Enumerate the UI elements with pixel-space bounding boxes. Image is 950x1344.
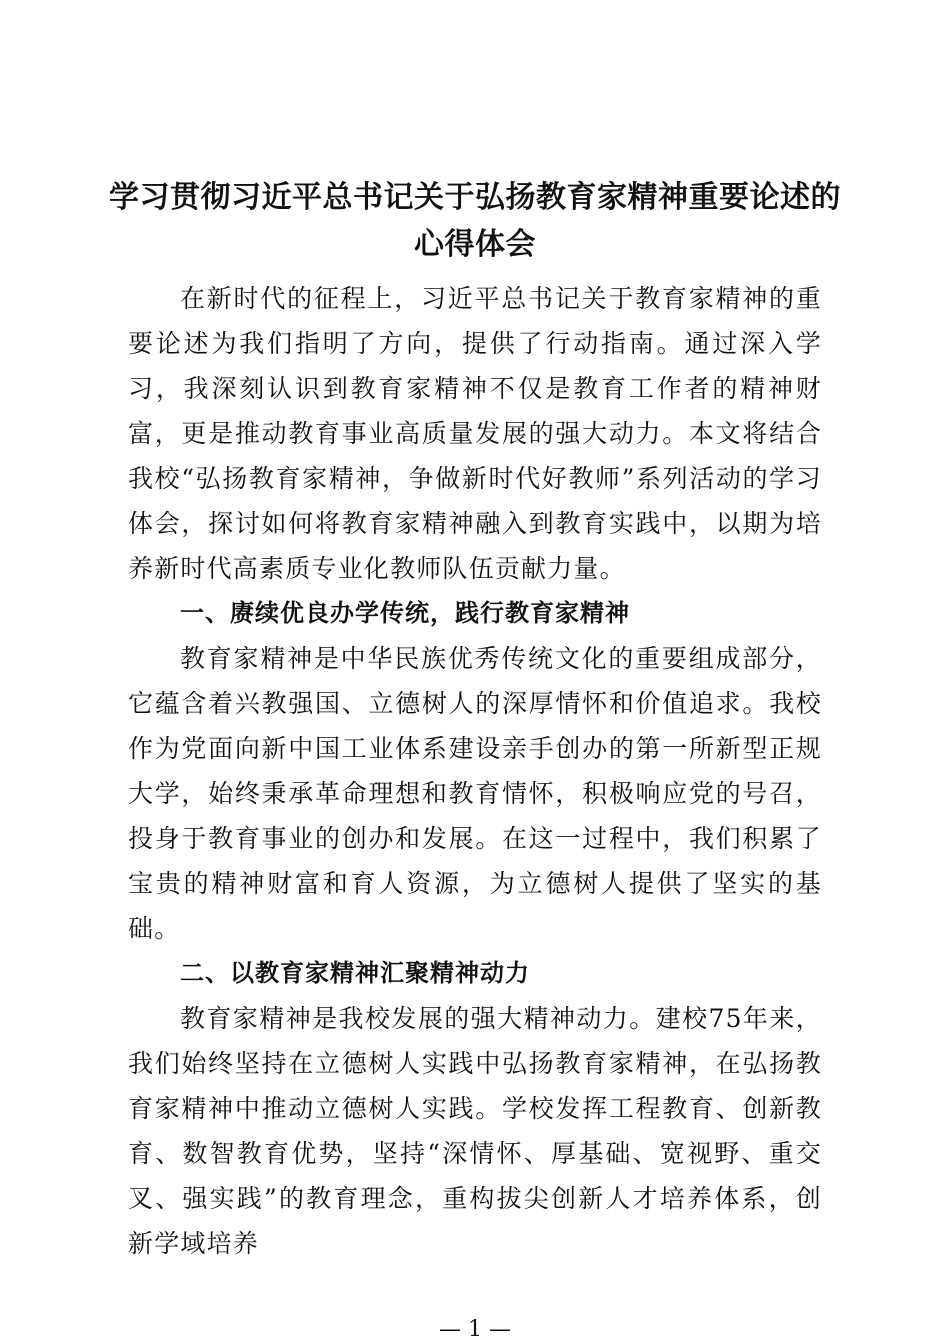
- section-paragraph: 教育家精神是中华民族优秀传统文化的重要组成部分，它蕴含着兴教强国、立德树人的深厚情怀和价值追求。我校作为党面向新中国工业体系建设亲手创办的第一所新型正规大学，始终秉承革命理想和教育情怀，积极响应党的号召，投身于教育事业的创办和发展。在这一过程中，我们积累了宝贵的精神财富和育人资源，为立德树人提供了坚实的基础。: [128, 644, 822, 943]
- section-heading: 二、以教育家精神汇聚精神动力: [180, 959, 530, 987]
- page-number: — 1 —: [439, 1317, 511, 1342]
- section-paragraph: 教育家精神是我校发展的强大精神动力。建校75年来，我们始终坚持在立德树人实践中弘扬教育家精神，在弘扬教育家精神中推动立德树人实践。学校发挥工程教育、创新教育、数智教育优势，坚持“深情怀、厚基础、宽视野、重交叉、强实践”的教育理念，重构拔尖创新人才培养体系，创新学域培养: [128, 1004, 822, 1258]
- intro-paragraph: 在新时代的征程上，习近平总书记关于教育家精神的重要论述为我们指明了方向，提供了行动指南。通过深入学习，我深刻认识到教育家精神不仅是教育工作者的精神财富，更是推动教育事业高质量发展的强大动力。本文将结合我校“弘扬教育家精神，争做新时代好教师”系列活动的学习体会，探讨如何将教育家精神融入到教育实践中，以期为培养新时代高素质专业化教师队伍贡献力量。: [128, 284, 822, 583]
- document-title-continued: 心得体会: [414, 227, 536, 262]
- section-heading: 一、赓续优良办学传统，践行教育家精神: [180, 599, 630, 627]
- document-body: [128, 276, 822, 1266]
- document-title: 学习贯彻习近平总书记关于弘扬教育家精神重要论述的: [109, 180, 841, 215]
